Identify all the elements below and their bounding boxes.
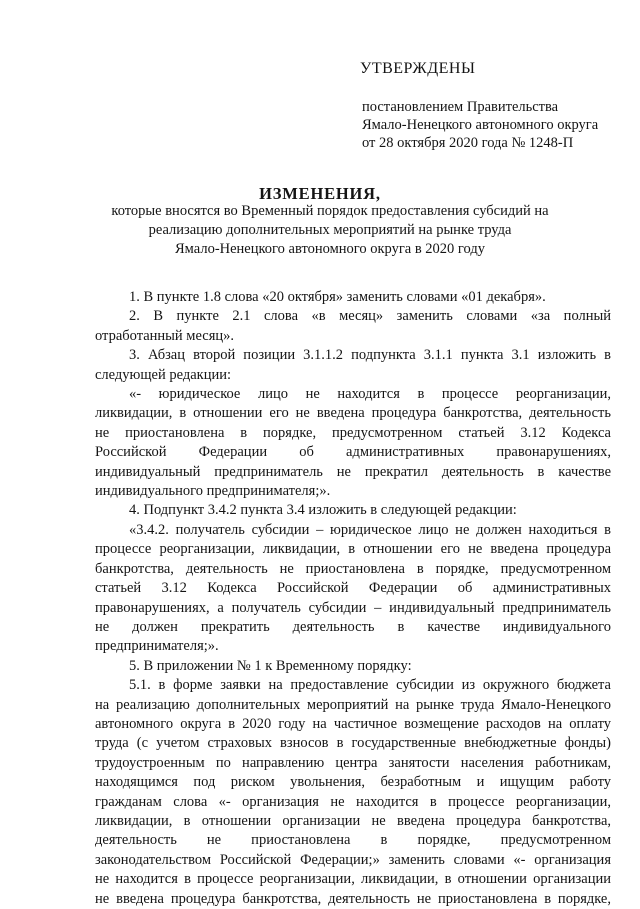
body-line: 2. В пункте 2.1 слова «в месяц» заменить словами «за полный: [129, 308, 611, 325]
body-line: 3. Абзац второй позиции 3.1.1.2 подпункта 3.1.1 пункта 3.1 изложить в: [129, 347, 611, 364]
subtitle-line: Ямало-Ненецкого автономного округа в 2020 году: [175, 241, 485, 257]
decree-line: Ямало-Ненецкого автономного округа: [362, 117, 599, 133]
body-line: индивидуального предпринимателя;».: [95, 483, 331, 500]
body-line: банкротства, деятельность не приостановлена в порядке, предусмотренном: [95, 560, 611, 577]
body-line: 1. В пункте 1.8 слова «20 октября» заменить словами «01 декабря».: [129, 289, 546, 305]
body-line: законодательством Российской Федерации;» заменить словами «- организация: [95, 851, 611, 868]
document-subtitle: [60, 202, 600, 259]
body-line: ликвидации, в отношении организации не введена процедура банкротства,: [95, 812, 611, 829]
body-line: Российской Федерации об административных правонарушениях,: [95, 444, 611, 461]
body-line: труда (с учетом страховых взносов в государственные внебюджетные фонды): [95, 735, 611, 752]
body-line: автономного округа в 2020 году на частичное возмещение расходов на оплату: [95, 715, 611, 732]
approved-heading: УТВЕРЖДЕНЫ: [360, 60, 476, 77]
body-line: процессе реорганизации, ликвидации, в отношении его не введена процедура: [95, 541, 611, 558]
body-line: не находится в процессе реорганизации, ликвидации, в отношении организации: [95, 871, 611, 888]
body-line: статьей 3.12 Кодекса Российской Федерации об административных: [95, 580, 611, 597]
body-line: правонарушениях, а получатель субсидии – индивидуальный предприниматель: [95, 599, 611, 616]
decree-line: от 28 октября 2020 года № 1248-П: [362, 135, 574, 151]
body-line: не должен прекратить деятельность в качестве индивидуального: [95, 618, 611, 635]
decree-line: постановлением Правительства: [362, 99, 559, 115]
document-body: [95, 288, 611, 909]
body-line: деятельность не приостановлена в порядке, предусмотренном: [95, 832, 611, 849]
body-line: ликвидации, в отношении его не введена процедура банкротства, деятельность: [95, 405, 611, 422]
body-line: не приостановлена в порядке, предусмотренном статьей 3.12 Кодекса: [95, 424, 611, 441]
body-line: «- юридическое лицо не находится в процессе реорганизации,: [129, 386, 611, 403]
body-line: 4. Подпункт 3.4.2 пункта 3.4 изложить в следующей редакции:: [129, 502, 517, 519]
body-line: 5. В приложении № 1 к Временному порядку:: [129, 657, 412, 674]
body-line: следующей редакции:: [95, 366, 232, 383]
body-line: предпринимателя;».: [95, 638, 219, 655]
subtitle-line: реализацию дополнительных мероприятий на рынке труда: [148, 222, 512, 238]
subtitle-line: которые вносятся во Временный порядок предоставления субсидий на: [111, 203, 549, 219]
body-line: трудоустроенным по направлению центра занятости населения работникам,: [95, 754, 611, 771]
body-line: находящимся под риском увольнения, безработным и ищущим работу: [95, 774, 611, 791]
body-line: «3.4.2. получатель субсидии – юридическое лицо не должен находиться в: [129, 521, 611, 538]
body-line: гражданам слова «- организация не находится в процессе реорганизации,: [95, 793, 611, 810]
body-line: отработанный месяц».: [95, 327, 235, 344]
document-title: ИЗМЕНЕНИЯ,: [259, 184, 381, 203]
body-line: 5.1. в форме заявки на предоставление субсидии из окружного бюджета: [129, 677, 611, 694]
body-line: не введена процедура банкротства, деятельность не приостановлена в порядке,: [95, 890, 611, 907]
decree-reference: [362, 98, 632, 152]
body-line: на реализацию дополнительных мероприятий на рынке труда Ямало-Ненецкого: [95, 696, 611, 713]
body-line: индивидуальный предприниматель не прекратил деятельность в качестве: [95, 463, 611, 480]
